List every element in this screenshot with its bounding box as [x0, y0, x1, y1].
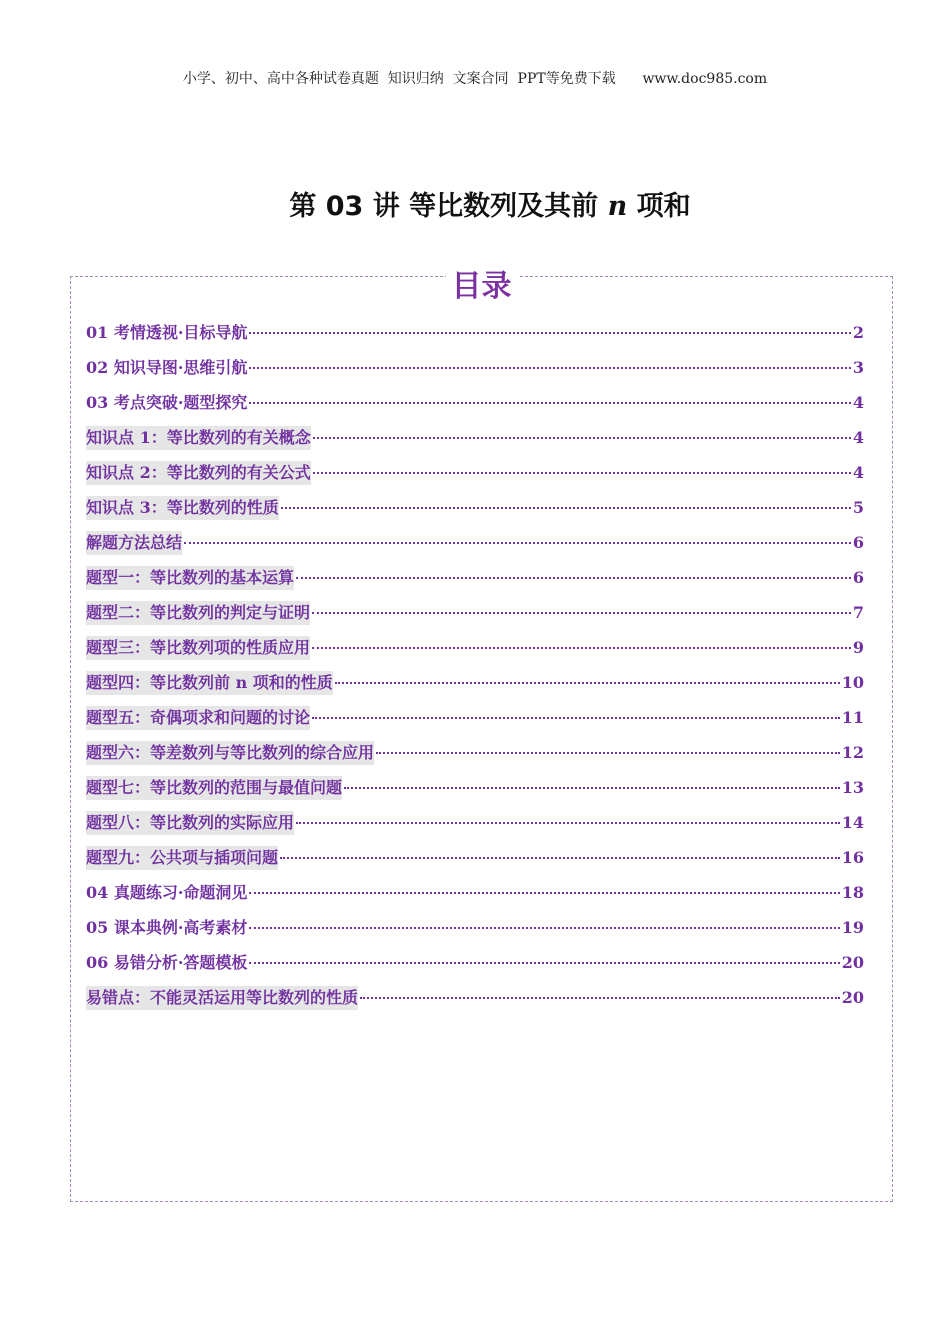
toc-entry[interactable]: [86, 636, 864, 671]
toc-entry-page: 4: [852, 463, 864, 482]
toc-entry[interactable]: [86, 951, 864, 986]
title-italic-n: n: [607, 191, 628, 222]
toc-entry-label: 题型一：等比数列的基本运算: [86, 566, 294, 590]
toc-entry-page: 5: [852, 498, 864, 517]
toc-entry-page: 11: [841, 708, 864, 727]
toc-entry[interactable]: [86, 916, 864, 951]
toc-leader-dots: [249, 332, 850, 334]
toc-leader-dots: [249, 892, 839, 894]
toc-entry-label: 题型三：等比数列项的性质应用: [86, 636, 310, 660]
toc-leader-dots: [344, 787, 840, 789]
toc-entry-page: 7: [852, 603, 864, 622]
toc-leader-dots: [312, 612, 851, 614]
toc-entry[interactable]: [86, 671, 864, 706]
toc-entry-label: 题型九：公共项与插项问题: [86, 846, 278, 870]
toc-entry[interactable]: [86, 461, 864, 496]
toc-entry[interactable]: [86, 601, 864, 636]
toc-leader-dots: [313, 472, 851, 474]
toc-entry-page: 13: [841, 778, 864, 797]
title-suffix: 项和: [627, 191, 691, 222]
toc-entry[interactable]: [86, 356, 864, 391]
toc-entry-label: 03 考点突破·题型探究: [86, 393, 248, 412]
page-header: 小学、初中、高中各种试卷真题 知识归纳 文案合同 PPT等免费下载 www.doc985.com: [182, 71, 768, 87]
toc-entry-page: 6: [852, 533, 864, 552]
toc-entry-label: 题型八：等比数列的实际应用: [86, 811, 294, 835]
toc-entry-label: 知识点 2：等比数列的有关公式: [86, 461, 311, 485]
toc-entry-label: 题型五：奇偶项求和问题的讨论: [86, 706, 310, 730]
toc-entry-page: 16: [841, 848, 864, 867]
toc-entry-page: 19: [841, 918, 864, 937]
toc-entry[interactable]: [86, 881, 864, 916]
toc-leader-dots: [312, 647, 851, 649]
toc-entry-page: 9: [852, 638, 864, 657]
toc-entry[interactable]: [86, 391, 864, 426]
toc-entry-label: 知识点 1：等比数列的有关概念: [86, 426, 311, 450]
toc-entry-page: 4: [852, 428, 864, 447]
toc-box: [70, 269, 893, 1202]
toc-entry-label: 06 易错分析·答题模板: [86, 953, 248, 972]
toc-entry[interactable]: [86, 846, 864, 881]
toc-entry-page: 18: [841, 883, 864, 902]
toc-entry-page: 6: [852, 568, 864, 587]
toc-entry-label: 04 真题练习·命题洞见: [86, 883, 248, 902]
toc-entry-label: 01 考情透视·目标导航: [86, 323, 248, 342]
toc-entry-page: 3: [852, 358, 864, 377]
toc-leader-dots: [280, 857, 840, 859]
toc-leader-dots: [335, 682, 840, 684]
toc-entry[interactable]: [86, 706, 864, 741]
toc-entry-label: 解题方法总结: [86, 531, 182, 555]
toc-entry-page: 14: [841, 813, 864, 832]
toc-leader-dots: [249, 962, 839, 964]
toc-leader-dots: [376, 752, 840, 754]
toc-entry-page: 20: [841, 953, 864, 972]
toc-entry-label: 02 知识导图·思维引航: [86, 358, 248, 377]
toc-leader-dots: [249, 927, 839, 929]
toc-leader-dots: [249, 402, 850, 404]
toc-heading-wrap: [71, 261, 892, 305]
toc-leader-dots: [312, 717, 840, 719]
toc-entry[interactable]: [86, 426, 864, 461]
toc-entry-label: 知识点 3：等比数列的性质: [86, 496, 279, 520]
toc-entry-label: 题型四：等比数列前 n 项和的性质: [86, 671, 333, 695]
toc-leader-dots: [184, 542, 851, 544]
toc-entry-label: 题型七：等比数列的范围与最值问题: [86, 776, 342, 800]
toc-leader-dots: [281, 507, 851, 509]
toc-leader-dots: [296, 822, 840, 824]
toc-entry[interactable]: [86, 811, 864, 846]
title-prefix: 第 03 讲 等比数列及其前: [289, 191, 608, 222]
toc-entry-label: 题型二：等比数列的判定与证明: [86, 601, 310, 625]
toc-entry[interactable]: [86, 566, 864, 601]
toc-entry-label: 题型六：等差数列与等比数列的综合应用: [86, 741, 374, 765]
toc-entry-page: 2: [852, 323, 864, 342]
toc-leader-dots: [249, 367, 850, 369]
toc-list: [86, 321, 864, 1021]
toc-entry[interactable]: [86, 496, 864, 531]
toc-entry[interactable]: [86, 741, 864, 776]
page-title: [0, 184, 950, 223]
toc-entry-page: 4: [852, 393, 864, 412]
toc-entry-label: 易错点：不能灵活运用等比数列的性质: [86, 986, 358, 1010]
toc-entry-page: 10: [841, 673, 864, 692]
toc-entry[interactable]: [86, 776, 864, 811]
toc-leader-dots: [296, 577, 851, 579]
toc-leader-dots: [360, 997, 840, 999]
toc-entry-page: 20: [841, 988, 864, 1007]
toc-entry[interactable]: [86, 986, 864, 1021]
toc-leader-dots: [313, 437, 851, 439]
toc-entry[interactable]: [86, 321, 864, 356]
toc-heading: 目录: [446, 269, 518, 304]
toc-entry[interactable]: [86, 531, 864, 566]
toc-entry-label: 05 课本典例·高考素材: [86, 918, 248, 937]
toc-entry-page: 12: [841, 743, 864, 762]
